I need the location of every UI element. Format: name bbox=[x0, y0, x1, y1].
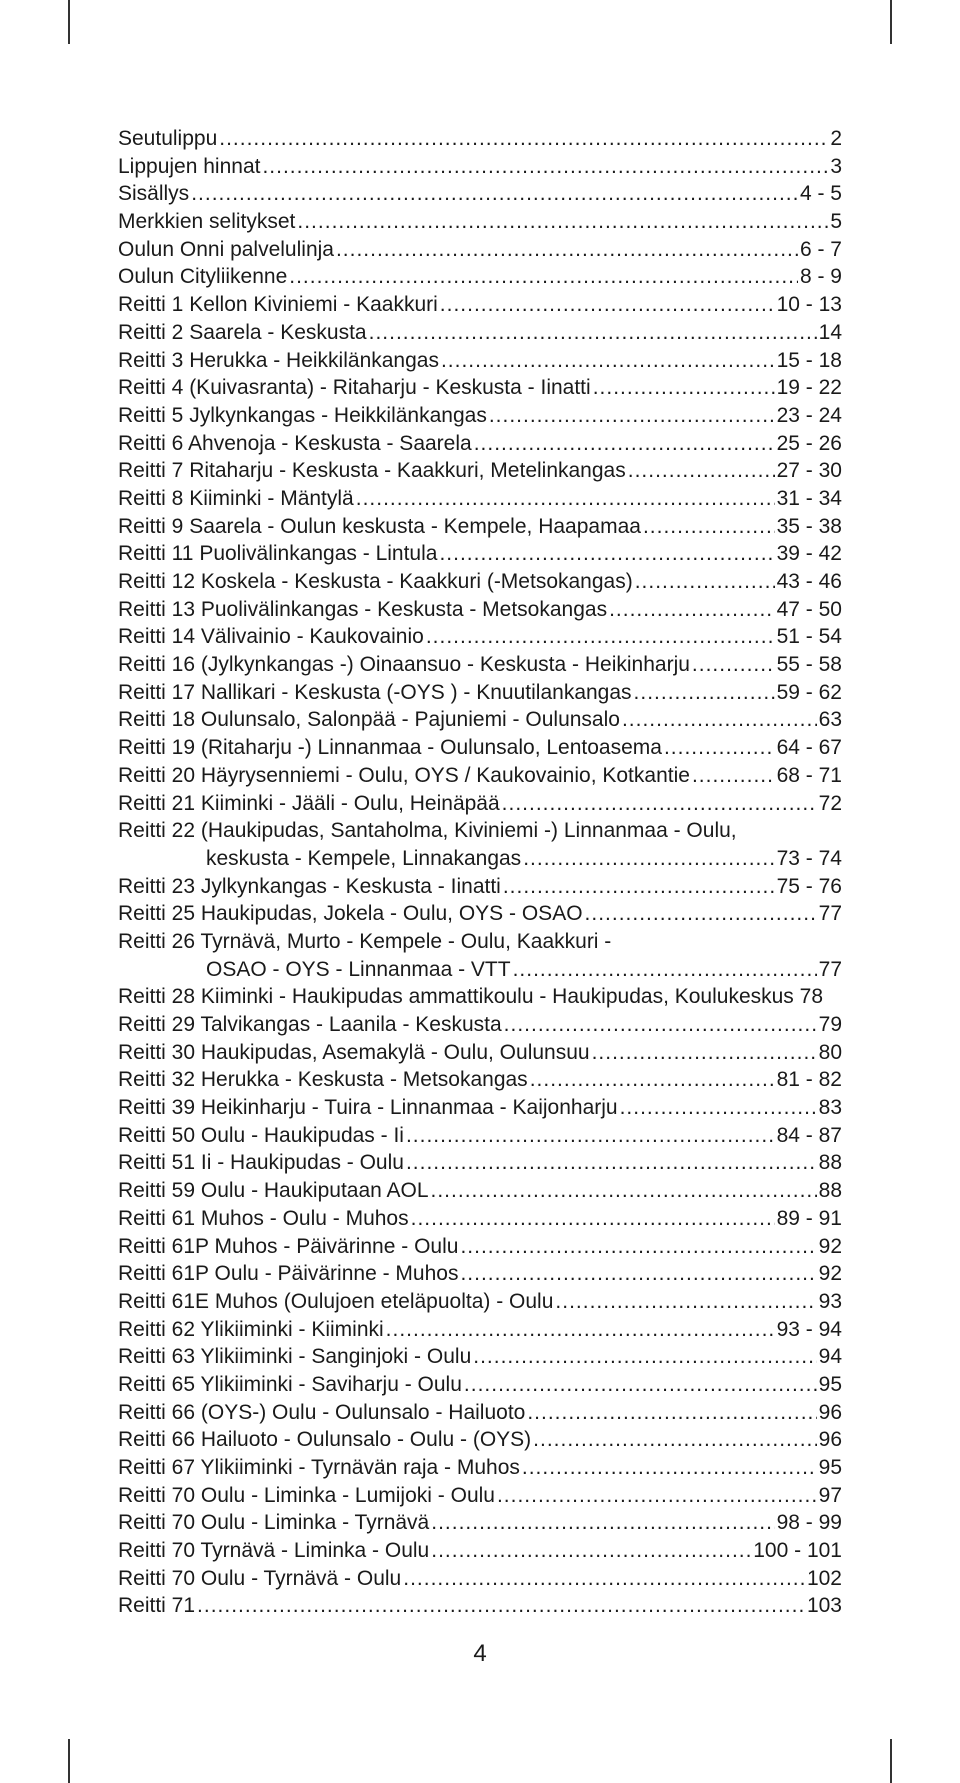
toc-entry-page: 81 - 82 bbox=[776, 1068, 842, 1092]
dot-leader bbox=[692, 651, 775, 679]
toc-entry bbox=[118, 1122, 842, 1150]
toc-entry-page: 2 bbox=[830, 127, 842, 150]
toc-entry-page: 39 - 42 bbox=[776, 542, 842, 566]
toc-entry-page: 25 - 26 bbox=[776, 431, 842, 455]
toc-entry-page: 63 bbox=[818, 708, 842, 732]
toc-entry-title: Reitti 50 Oulu - Haukipudas - Ii bbox=[118, 1123, 404, 1147]
toc-entry-title: Reitti 51 Ii - Haukipudas - Oulu bbox=[118, 1151, 404, 1175]
crop-mark-top-right bbox=[890, 0, 892, 44]
toc-entry-page: 8 - 9 bbox=[799, 265, 842, 289]
toc-entry-page: 72 bbox=[818, 791, 842, 815]
toc-entry bbox=[118, 1454, 842, 1482]
crop-mark-bottom-left bbox=[68, 1739, 70, 1783]
dot-leader bbox=[406, 1122, 775, 1150]
toc-entry-page: 64 - 67 bbox=[776, 736, 842, 760]
toc-entry bbox=[118, 125, 842, 153]
dot-leader bbox=[502, 790, 817, 818]
toc-entry-page: 47 - 50 bbox=[776, 597, 842, 621]
toc-entry-page: 73 - 74 bbox=[776, 846, 842, 870]
toc-entry-title: Oulun Onni palvelulinja bbox=[118, 237, 334, 261]
toc-entry bbox=[118, 1371, 842, 1399]
toc-entry-title: Reitti 66 Hailuoto - Oulunsalo - Oulu - (OYS) bbox=[118, 1428, 532, 1452]
toc-entry-title: Merkkien selitykset bbox=[118, 210, 296, 234]
dot-leader bbox=[440, 291, 775, 319]
table-of-contents bbox=[118, 125, 842, 1620]
toc-entry-title: Reitti 32 Herukka - Keskusta - Metsokangas bbox=[118, 1068, 528, 1092]
dot-leader bbox=[336, 236, 798, 264]
toc-entry-page: 75 - 76 bbox=[776, 874, 842, 898]
toc-entry-page: 89 - 91 bbox=[776, 1206, 842, 1230]
toc-entry bbox=[118, 1233, 842, 1261]
dot-leader bbox=[197, 1592, 805, 1620]
toc-entry bbox=[118, 402, 842, 430]
toc-entry bbox=[118, 1288, 842, 1316]
dot-leader bbox=[628, 457, 775, 485]
dot-leader bbox=[403, 1565, 805, 1593]
toc-entry bbox=[118, 568, 842, 596]
toc-entry-title: Reitti 14 Välivainio - Kaukovainio bbox=[118, 625, 424, 649]
toc-entry-title: Reitti 7 Ritaharju - Keskusta - Kaakkuri, Metelinkangas bbox=[118, 459, 626, 483]
toc-entry-page: 96 bbox=[818, 1400, 842, 1424]
toc-entry-page: 94 bbox=[818, 1345, 842, 1369]
page-number: 4 bbox=[473, 1640, 487, 1667]
toc-entry bbox=[118, 1426, 842, 1454]
toc-entry-title: Reitti 8 Kiiminki - Mäntylä bbox=[118, 486, 354, 510]
toc-entry-title: Reitti 18 Oulunsalo, Salonpää - Pajuniemi - Oulunsalo bbox=[118, 708, 620, 732]
toc-entry-title: Reitti 39 Heikinharju - Tuira - Linnanmaa - Kaijonharju bbox=[118, 1096, 618, 1120]
toc-entry-page: 98 - 99 bbox=[776, 1511, 842, 1535]
toc-entry bbox=[118, 1205, 842, 1233]
toc-entry-title: Reitti 61P Oulu - Päivärinne - Muhos bbox=[118, 1262, 459, 1286]
toc-entry-title: Reitti 61E Muhos (Oulujoen eteläpuolta) - Oulu bbox=[118, 1289, 554, 1313]
toc-entry-title: Oulun Cityliikenne bbox=[118, 265, 288, 289]
toc-entry-title: Reitti 9 Saarela - Oulun keskusta - Kempele, Haapamaa bbox=[118, 514, 641, 538]
toc-entry bbox=[118, 1537, 842, 1565]
toc-entry-title: Reitti 1 Kellon Kiviniemi - Kaakkuri bbox=[118, 293, 438, 317]
dot-leader bbox=[473, 1343, 816, 1371]
toc-entry-title: Reitti 12 Koskela - Keskusta - Kaakkuri (-Metsokangas) bbox=[118, 570, 633, 593]
toc-entry-title: Lippujen hinnat bbox=[118, 154, 261, 178]
dot-leader bbox=[497, 1482, 817, 1510]
toc-entry bbox=[118, 1094, 842, 1122]
toc-entry bbox=[118, 457, 842, 485]
toc-entry-page: 10 - 13 bbox=[776, 293, 842, 317]
toc-entry bbox=[118, 706, 842, 734]
toc-entry-title: Reitti 61P Muhos - Päivärinne - Oulu bbox=[118, 1234, 459, 1258]
crop-mark-bottom-right bbox=[890, 1739, 892, 1783]
toc-entry-page: 23 - 24 bbox=[776, 403, 842, 427]
toc-entry-title: Reitti 70 Oulu - Liminka - Tyrnävä bbox=[118, 1511, 430, 1535]
toc-entry-page: 31 - 34 bbox=[776, 486, 842, 510]
toc-entry-page: 14 bbox=[818, 320, 842, 344]
dot-leader bbox=[474, 430, 775, 458]
toc-entry-title: Reitti 3 Herukka - Heikkilänkangas bbox=[118, 348, 439, 372]
toc-entry bbox=[118, 623, 842, 651]
toc-entry-title: Reitti 6 Ahvenoja - Keskusta - Saarela bbox=[118, 431, 472, 455]
dot-leader bbox=[622, 706, 817, 734]
toc-entry bbox=[118, 263, 842, 291]
toc-entry bbox=[118, 1399, 842, 1427]
dot-leader bbox=[503, 873, 775, 901]
toc-entry-title: Reitti 70 Oulu - Liminka - Lumijoki - Oulu bbox=[118, 1483, 495, 1507]
dot-leader bbox=[426, 623, 775, 651]
toc-entry-page: 103 bbox=[806, 1594, 842, 1618]
dot-leader bbox=[620, 1094, 817, 1122]
dot-leader bbox=[634, 679, 775, 707]
dot-leader bbox=[464, 1371, 817, 1399]
dot-leader bbox=[635, 568, 775, 596]
dot-leader bbox=[530, 1066, 775, 1094]
toc-entry bbox=[118, 319, 842, 347]
dot-leader bbox=[523, 845, 774, 873]
toc-entry bbox=[118, 651, 842, 679]
toc-entry bbox=[118, 236, 842, 264]
dot-leader bbox=[369, 319, 817, 347]
toc-entry bbox=[118, 734, 842, 762]
dot-leader bbox=[692, 762, 775, 790]
toc-entry bbox=[118, 1149, 842, 1177]
toc-entry-page: 19 - 22 bbox=[776, 376, 842, 400]
toc-entry-page: 51 - 54 bbox=[776, 625, 842, 649]
toc-entry-title: Reitti 62 Ylikiiminki - Kiiminki bbox=[118, 1317, 384, 1341]
toc-entry-title: Reitti 16 (Jylkynkangas -) Oinaansuo - Keskusta - Heikinharju bbox=[118, 653, 690, 677]
toc-entry bbox=[118, 1039, 842, 1067]
dot-leader bbox=[504, 1011, 817, 1039]
toc-entry bbox=[118, 540, 842, 568]
toc-entry-title: Sisällys bbox=[118, 182, 190, 206]
toc-entry bbox=[118, 873, 842, 901]
crop-mark-top-left bbox=[68, 0, 70, 44]
dot-leader bbox=[460, 1260, 816, 1288]
toc-entry-page: 5 bbox=[830, 210, 842, 234]
toc-entry bbox=[118, 790, 842, 818]
toc-entry-page: 80 bbox=[818, 1040, 842, 1064]
toc-entry bbox=[118, 1509, 842, 1537]
toc-entry bbox=[118, 1316, 842, 1344]
toc-entry-page: 3 bbox=[830, 154, 842, 178]
toc-entry bbox=[118, 1066, 842, 1094]
toc-entry bbox=[118, 153, 842, 181]
dot-leader bbox=[643, 513, 775, 541]
dot-leader bbox=[219, 125, 828, 153]
dot-leader bbox=[533, 1426, 816, 1454]
toc-entry-page: 92 bbox=[818, 1262, 842, 1286]
toc-entry bbox=[118, 1592, 842, 1620]
toc-entry-page: 6 - 7 bbox=[799, 237, 842, 261]
toc-entry: Reitti 22 (Haukipudas, Santaholma, Kiviniemi -) Linnanmaa - Oulu, bbox=[118, 819, 737, 843]
dot-leader bbox=[609, 596, 775, 624]
toc-entry: Reitti 28 Kiiminki - Haukipudas ammattikoulu - Haukipudas, Koulukeskus 78 bbox=[118, 985, 823, 1009]
toc-entry-page: 68 - 71 bbox=[776, 763, 842, 787]
toc-entry bbox=[118, 1343, 842, 1371]
toc-entry-title: Reitti 70 Tyrnävä - Liminka - Oulu bbox=[118, 1539, 430, 1563]
dot-leader bbox=[191, 180, 798, 208]
dot-leader bbox=[522, 1454, 817, 1482]
toc-entry-title: Reitti 66 (OYS-) Oulu - Oulunsalo - Hailuoto bbox=[118, 1400, 526, 1424]
toc-entry-page: 77 bbox=[818, 957, 842, 981]
toc-entry-title: Reitti 59 Oulu - Haukiputaan AOL bbox=[118, 1179, 429, 1203]
dot-leader bbox=[439, 540, 774, 568]
toc-entry bbox=[118, 679, 842, 707]
toc-entry bbox=[118, 1177, 842, 1205]
toc-entry bbox=[118, 900, 842, 928]
toc-entry bbox=[118, 347, 842, 375]
toc-entry bbox=[118, 291, 842, 319]
toc-entry-title: Reitti 29 Talvikangas - Laanila - Keskusta bbox=[118, 1013, 502, 1036]
toc-entry bbox=[118, 180, 842, 208]
toc-entry-page: 95 bbox=[818, 1372, 842, 1396]
toc-entry-page: 55 - 58 bbox=[776, 653, 842, 677]
dot-leader bbox=[262, 153, 828, 181]
toc-entry-page: 84 - 87 bbox=[776, 1123, 842, 1147]
toc-entry-title: Reitti 13 Puolivälinkangas - Keskusta - Metsokangas bbox=[118, 597, 608, 621]
toc-entry-page: 93 bbox=[818, 1289, 842, 1313]
toc-entry-title: Reitti 70 Oulu - Tyrnävä - Oulu bbox=[118, 1566, 402, 1590]
toc-entry-page: 97 bbox=[818, 1483, 842, 1507]
toc-entry-title: Reitti 71 bbox=[118, 1594, 196, 1618]
toc-entry bbox=[118, 596, 842, 624]
toc-entry-title: Reitti 20 Häyrysenniemi - Oulu, OYS / Kaukovainio, Kotkantie bbox=[118, 763, 690, 787]
toc-entry-title: Reitti 4 (Kuivasranta) - Ritaharju - Keskusta - Iinatti bbox=[118, 376, 591, 400]
dot-leader bbox=[460, 1233, 816, 1261]
toc-entry bbox=[118, 956, 842, 984]
toc-entry bbox=[118, 374, 842, 402]
dot-leader bbox=[513, 956, 817, 984]
toc-entry-title: Reitti 11 Puolivälinkangas - Lintula bbox=[118, 542, 438, 566]
toc-entry-title: keskusta - Kempele, Linnakangas bbox=[206, 846, 522, 870]
dot-leader bbox=[431, 1509, 774, 1537]
toc-entry-page: 92 bbox=[818, 1234, 842, 1258]
toc-entry-page: 83 bbox=[818, 1096, 842, 1120]
toc-entry bbox=[118, 1260, 842, 1288]
toc-entry-page: 4 - 5 bbox=[799, 182, 842, 206]
dot-leader bbox=[593, 374, 775, 402]
toc-entry-title: Seutulippu bbox=[118, 127, 218, 150]
toc-entry-title: Reitti 25 Haukipudas, Jokela - Oulu, OYS - OSAO bbox=[118, 902, 583, 926]
toc-entry-title: Reitti 23 Jylkynkangas - Keskusta - Iinatti bbox=[118, 874, 501, 898]
toc-entry bbox=[118, 762, 842, 790]
toc-entry-title: Reitti 2 Saarela - Keskusta bbox=[118, 320, 367, 344]
toc-entry-page: 93 - 94 bbox=[776, 1317, 842, 1341]
toc-entry bbox=[118, 1565, 842, 1593]
toc-entry bbox=[118, 513, 842, 541]
dot-leader bbox=[441, 347, 775, 375]
toc-entry bbox=[118, 208, 842, 236]
toc-entry-title: Reitti 19 (Ritaharju -) Linnanmaa - Oulunsalo, Lentoasema bbox=[118, 736, 662, 760]
toc-entry bbox=[118, 430, 842, 458]
toc-entry-page: 43 - 46 bbox=[776, 570, 842, 593]
toc-entry-title: Reitti 63 Ylikiiminki - Sanginjoki - Oulu bbox=[118, 1345, 472, 1369]
dot-leader bbox=[555, 1288, 816, 1316]
toc-entry: Reitti 26 Tyrnävä, Murto - Kempele - Oulu, Kaakkuri - bbox=[118, 929, 612, 953]
toc-entry bbox=[118, 1482, 842, 1510]
toc-entry-page: 15 - 18 bbox=[776, 348, 842, 372]
toc-entry-title: OSAO - OYS - Linnanmaa - VTT bbox=[206, 957, 511, 981]
toc-entry-page: 88 bbox=[818, 1151, 842, 1175]
toc-entry-page: 95 bbox=[818, 1456, 842, 1479]
toc-entry-page: 35 - 38 bbox=[776, 514, 842, 538]
dot-leader bbox=[489, 402, 775, 430]
toc-entry-title: Reitti 17 Nallikari - Keskusta (-OYS ) - Knuutilankangas bbox=[118, 680, 632, 704]
dot-leader bbox=[592, 1039, 817, 1067]
toc-entry bbox=[118, 1011, 842, 1039]
dot-leader bbox=[289, 263, 798, 291]
toc-entry-title: Reitti 61 Muhos - Oulu - Muhos bbox=[118, 1206, 409, 1230]
toc-entry-page: 96 bbox=[818, 1428, 842, 1452]
toc-entry-page: 100 - 101 bbox=[753, 1539, 842, 1563]
toc-entry-page: 77 bbox=[818, 902, 842, 926]
dot-leader bbox=[406, 1149, 817, 1177]
toc-entry-title: Reitti 65 Ylikiiminki - Saviharju - Oulu bbox=[118, 1372, 462, 1396]
dot-leader bbox=[356, 485, 775, 513]
toc-entry-page: 88 bbox=[818, 1179, 842, 1203]
toc-entry-page: 79 bbox=[818, 1013, 842, 1036]
toc-entry-title: Reitti 67 Ylikiiminki - Tyrnävän raja - Muhos bbox=[118, 1456, 520, 1479]
dot-leader bbox=[431, 1177, 817, 1205]
dot-leader bbox=[664, 734, 775, 762]
dot-leader bbox=[527, 1399, 816, 1427]
dot-leader bbox=[431, 1537, 751, 1565]
dot-leader bbox=[585, 900, 817, 928]
toc-entry-title: Reitti 30 Haukipudas, Asemakylä - Oulu, Oulunsuu bbox=[118, 1040, 590, 1064]
toc-entry bbox=[118, 845, 842, 873]
toc-entry-page: 102 bbox=[806, 1566, 842, 1590]
toc-entry-page: 59 - 62 bbox=[776, 680, 842, 704]
dot-leader bbox=[297, 208, 828, 236]
toc-entry-title: Reitti 5 Jylkynkangas - Heikkilänkangas bbox=[118, 403, 487, 427]
dot-leader bbox=[386, 1316, 775, 1344]
toc-entry-title: Reitti 21 Kiiminki - Jääli - Oulu, Heinäpää bbox=[118, 791, 500, 815]
toc-entry bbox=[118, 485, 842, 513]
dot-leader bbox=[411, 1205, 775, 1233]
toc-entry-page: 27 - 30 bbox=[776, 459, 842, 483]
